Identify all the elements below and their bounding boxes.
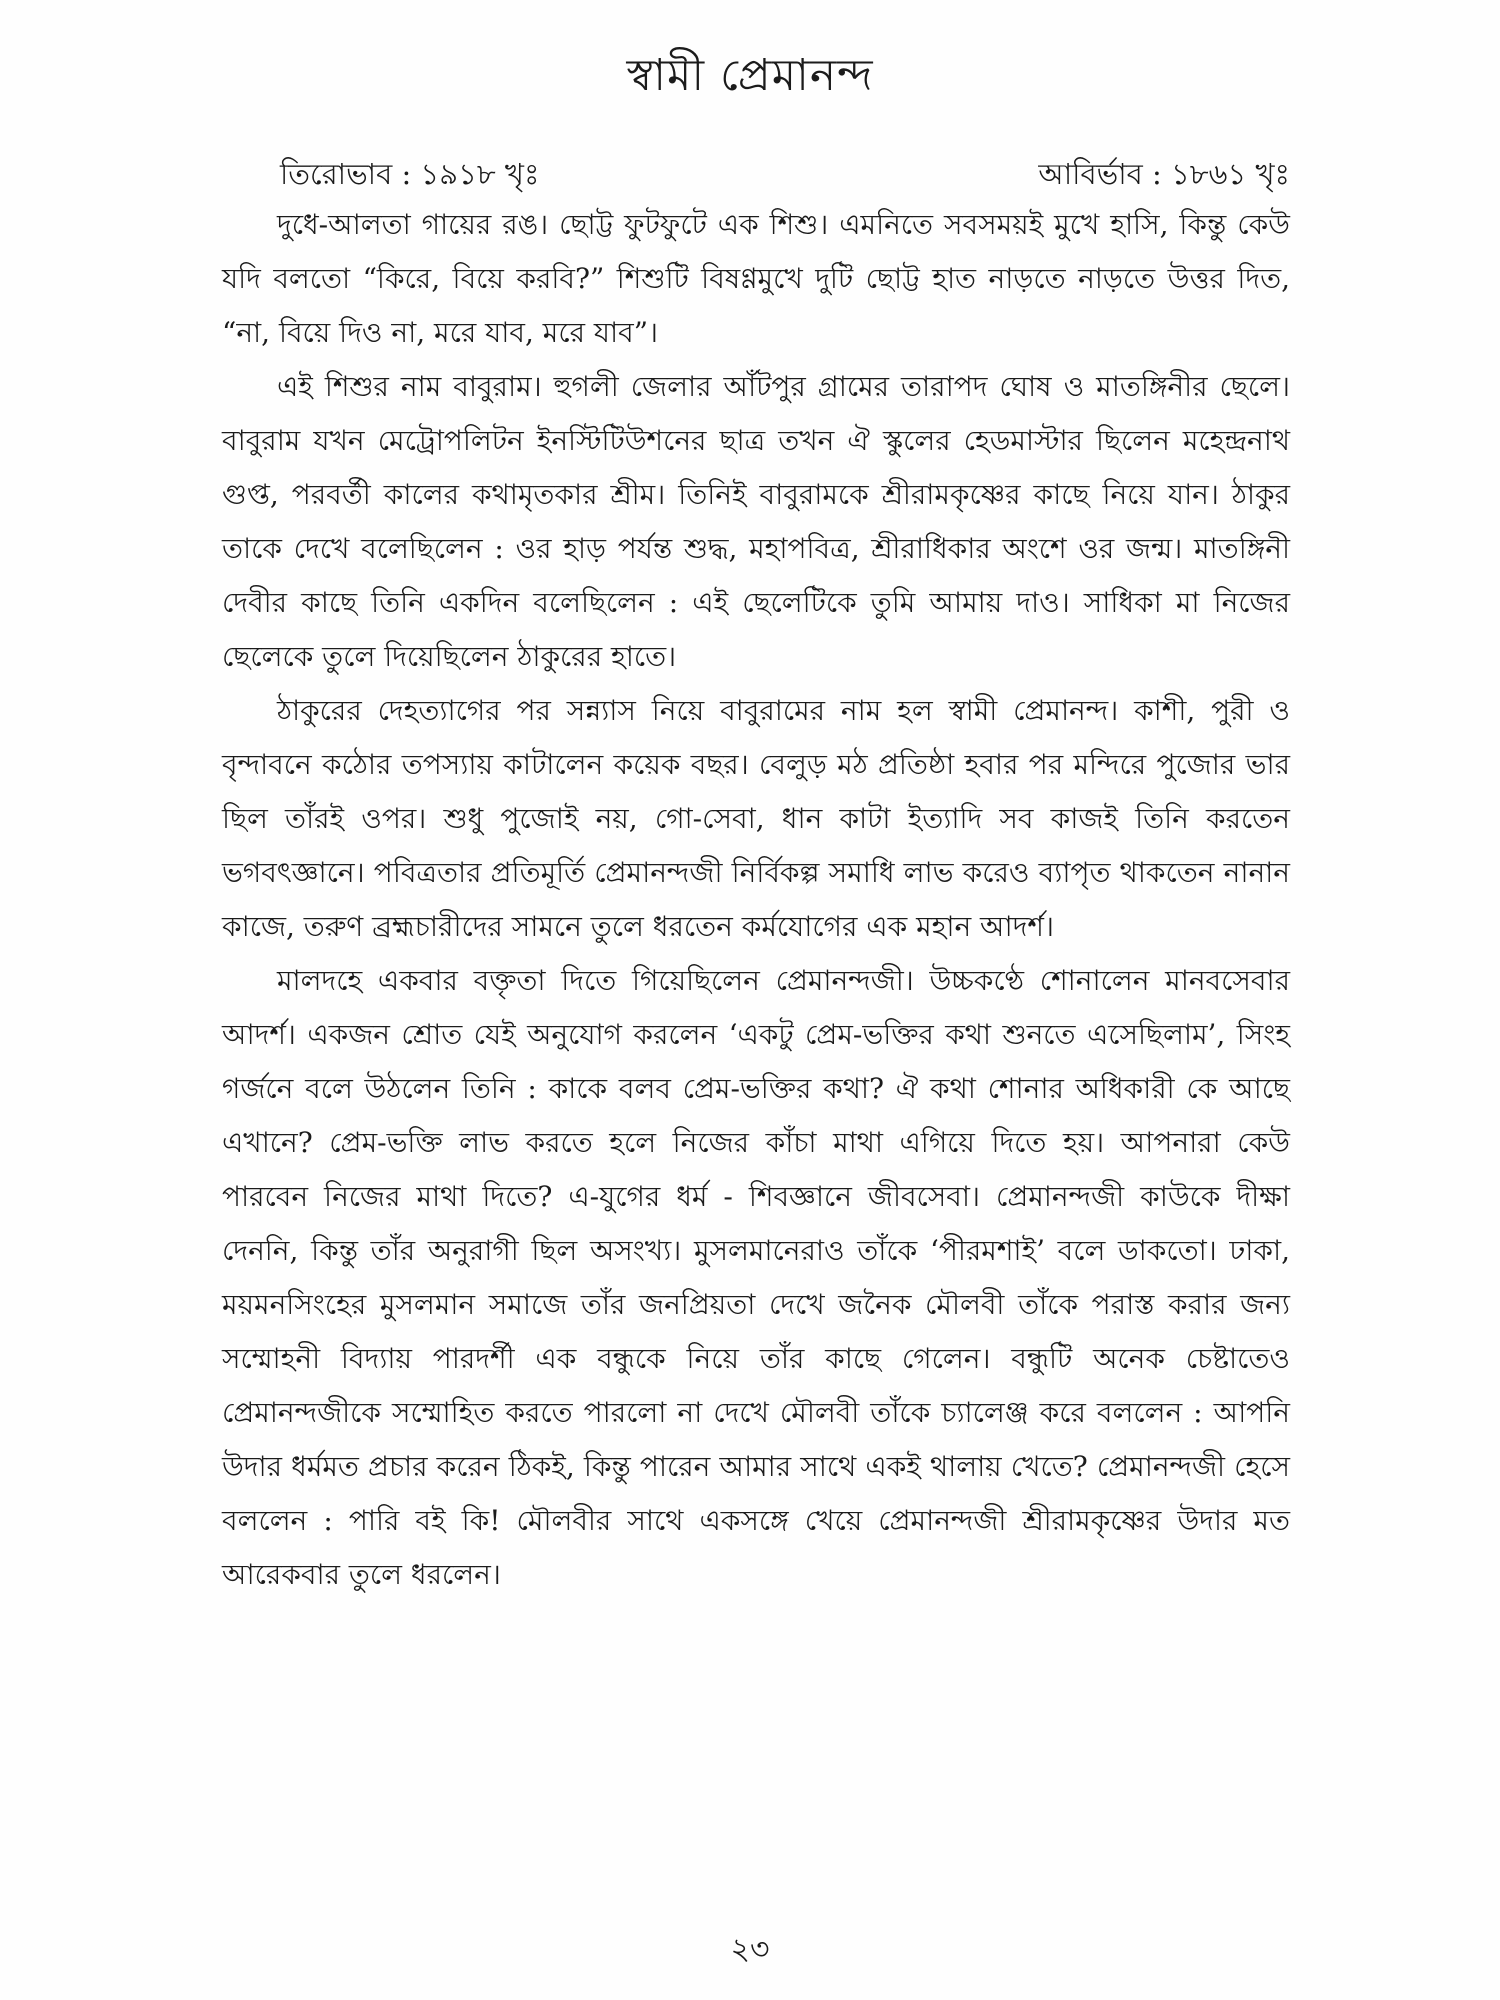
dates-row bbox=[280, 152, 1290, 196]
paragraph: মালদহে একবার বক্তৃতা দিতে গিয়েছিলেন প্রেমানন্দজী। উচ্চকণ্ঠে শোনালেন মানবসেবার আদর্শ। একজন শ্রোত যেই অনুযোগ করলেন ‘একটু প্রেম-ভক্তির কথা শুনতে এসেছিলাম’, সিংহ গর্জনে বলে উঠলেন তিনি : কাকে বলব প্রেম-ভক্তির কথা? ঐ কথা শোনার অধিকারী কে আছে এখানে? প্রেম-ভক্তি লাভ করতে হলে নিজের কাঁচা মাথা এগিয়ে দিতে হয়। আপনারা কেউ পারবেন নিজের মাথা দিতে? এ-যুগের ধর্ম - শিবজ্ঞানে জীবসেবা। প্রেমানন্দজী কাউকে দীক্ষা দেননি, কিন্তু তাঁর অনুরাগী ছিল অসংখ্য। মুসলমানেরাও তাঁকে ‘পীরমশাই’ বলে ডাকতো। ঢাকা, ময়মনসিংহের মুসলমান সমাজে তাঁর জনপ্রিয়তা দেখে জনৈক মৌলবী তাঁকে পরাস্ত করার জন্য সম্মোহনী বিদ্যায় পারদর্শী এক বন্ধুকে নিয়ে তাঁর কাছে গেলেন। বন্ধুটি অনেক চেষ্টাতেও প্রেমানন্দজীকে সম্মোহিত করতে পারলো না দেখে মৌলবী তাঁকে চ্যালেঞ্জ করে বললেন : আপনি উদার ধর্মমত প্রচার করেন ঠিকই, কিন্তু পারেন আমার সাথে একই থালায় খেতে? প্রেমানন্দজী হেসে বললেন : পারি বই কি! মৌলবীর সাথে একসঙ্গে খেয়ে প্রেমানন্দজী শ্রীরামকৃষ্ণের উদার মত আরেকবার তুলে ধরলেন। bbox=[222, 964, 1290, 1591]
appearance-date: আবির্ভাব : ১৮৬১ খৃঃ bbox=[1038, 157, 1290, 191]
body-text bbox=[222, 198, 1290, 1602]
page-title: স্বামী প্রেমানন্দ bbox=[626, 50, 874, 101]
page-number: ২৩ bbox=[730, 1932, 770, 1967]
paragraph: এই শিশুর নাম বাবুরাম। হুগলী জেলার আঁটপুর গ্রামের তারাপদ ঘোষ ও মাতঙ্গিনীর ছেলে। বাবুরাম যখন মেট্রোপলিটন ইনস্টিটিউশনের ছাত্র তখন ঐ স্কুলের হেডমাস্টার ছিলেন মহেন্দ্রনাথ গুপ্ত, পরবর্তী কালের কথামৃতকার শ্রীম। তিনিই বাবুরামকে শ্রীরামকৃষ্ণের কাছে নিয়ে যান। ঠাকুর তাকে দেখে বলেছিলেন : ওর হাড় পর্যন্ত শুদ্ধ, মহাপবিত্র, শ্রীরাধিকার অংশে ওর জন্ম। মাতঙ্গিনী দেবীর কাছে তিনি একদিন বলেছিলেন : এই ছেলেটিকে তুমি আমায় দাও। সাধিকা মা নিজের ছেলেকে তুলে দিয়েছিলেন ঠাকুরের হাতে। bbox=[222, 370, 1290, 673]
disappearance-date: তিরোভাব : ১৯১৮ খৃঃ bbox=[280, 157, 540, 191]
paragraph: দুধে-আলতা গায়ের রঙ। ছোট্ট ফুটফুটে এক শিশু। এমনিতে সবসময়ই মুখে হাসি, কিন্তু কেউ যদি বলতো “কিরে, বিয়ে করবি?” শিশুটি বিষণ্ণমুখে দুটি ছোট্ট হাত নাড়তে নাড়তে উত্তর দিত, “না, বিয়ে দিও না, মরে যাব, মরে যাব”। bbox=[222, 208, 1290, 349]
paragraph: ঠাকুরের দেহত্যাগের পর সন্ন্যাস নিয়ে বাবুরামের নাম হল স্বামী প্রেমানন্দ। কাশী, পুরী ও বৃন্দাবনে কঠোর তপস্যায় কাটালেন কয়েক বছর। বেলুড় মঠ প্রতিষ্ঠা হবার পর মন্দিরে পুজোর ভার ছিল তাঁরই ওপর। শুধু পুজোই নয়, গো-সেবা, ধান কাটা ইত্যাদি সব কাজই তিনি করতেন ভগবৎজ্ঞানে। পবিত্রতার প্রতিমূর্তি প্রেমানন্দজী নির্বিকল্প সমাধি লাভ করেও ব্যাপৃত থাকতেন নানান কাজে, তরুণ ব্রহ্মচারীদের সামনে তুলে ধরতেন কর্মযোগের এক মহান আদর্শ। bbox=[222, 694, 1290, 943]
